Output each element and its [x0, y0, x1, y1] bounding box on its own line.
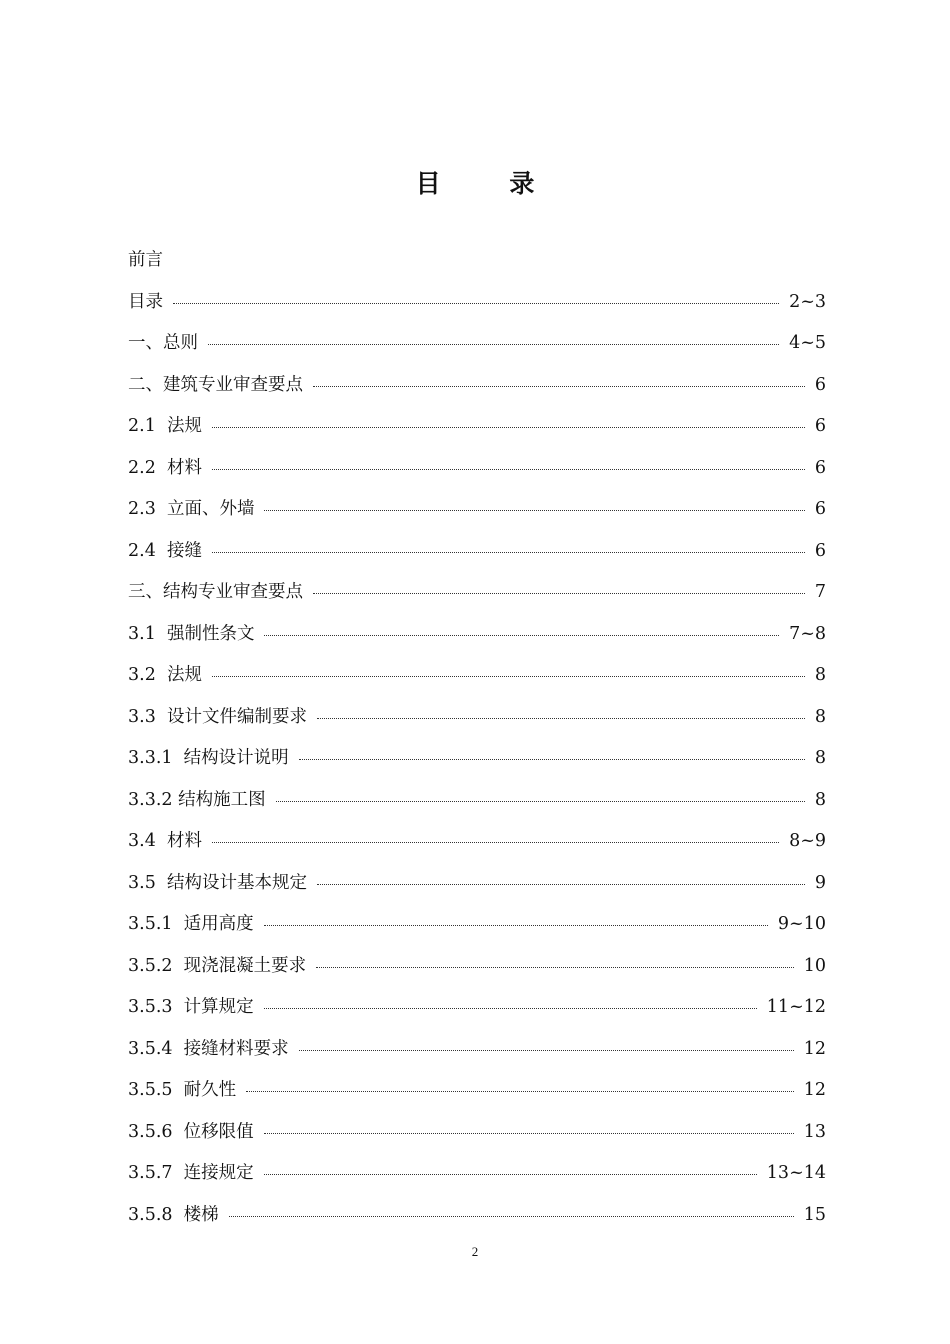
- toc-entry-page: 6: [814, 374, 826, 395]
- toc-entry-page: 2~3: [789, 291, 826, 312]
- toc-entry: [128, 451, 826, 493]
- toc-entry-page: 12: [803, 1038, 826, 1059]
- toc-entry-page: 8: [814, 706, 826, 727]
- toc-entry-page: 7: [814, 582, 826, 602]
- toc-entry-label: 2.2 材料: [128, 457, 202, 478]
- toc-entry-page: 6: [814, 499, 826, 519]
- dot-leader: [264, 1174, 757, 1175]
- toc-title: 目 录: [415, 169, 565, 198]
- toc-entry-label: 3.5.8 楼梯: [128, 1204, 219, 1225]
- dot-leader: [264, 1008, 757, 1009]
- toc-entry-page: 8: [814, 789, 826, 810]
- toc-entry-page: 8: [814, 665, 826, 685]
- toc-entry-label: 2.3 立面、外墙: [128, 499, 255, 519]
- dot-leader: [264, 925, 768, 926]
- page-number: 2: [471, 1244, 479, 1259]
- toc-entry-page: 6: [814, 457, 826, 478]
- toc-entry-label: 3.5.2 现浇混凝土要求: [128, 955, 307, 976]
- toc-entry-label: 3.1 强制性条文: [128, 623, 255, 644]
- toc-entry-label: 3.5.5 耐久性: [128, 1080, 237, 1100]
- toc-entry-label: 3.5.3 计算规定: [128, 997, 254, 1017]
- toc-entry: [128, 866, 826, 908]
- toc-entry: [128, 741, 826, 783]
- dot-leader: [317, 884, 805, 885]
- dot-leader: [212, 469, 805, 470]
- toc-entry-page: 6: [814, 540, 826, 561]
- toc-entry-label: 3.5.7 连接规定: [128, 1163, 254, 1183]
- toc-entry: [128, 949, 826, 991]
- toc-entry-label: 3.5.1 适用高度: [128, 914, 254, 934]
- toc-entry: [128, 907, 826, 949]
- toc-list: [128, 243, 826, 1239]
- dot-leader: [313, 386, 805, 387]
- toc-entry-label: 二、建筑专业审查要点: [128, 374, 303, 395]
- toc-entry-label: 3.5.4 接缝材料要求: [128, 1038, 289, 1059]
- toc-entry: [128, 285, 826, 327]
- toc-entry: [128, 534, 826, 576]
- toc-entry: [128, 1198, 826, 1240]
- toc-entry-page: 4~5: [789, 333, 826, 353]
- toc-entry-label: 3.3.1 结构设计说明: [128, 748, 289, 768]
- toc-entry-label: 三、结构专业审查要点: [128, 582, 303, 602]
- toc-entry: [128, 990, 826, 1032]
- toc-entry: [128, 492, 826, 534]
- dot-leader: [317, 718, 805, 719]
- toc-entry-page: 7~8: [789, 623, 826, 644]
- toc-entry-page: 8: [814, 748, 826, 768]
- toc-entry-label: 3.4 材料: [128, 831, 202, 851]
- toc-entry: [128, 1156, 826, 1198]
- dot-leader: [264, 635, 779, 636]
- dot-leader: [316, 967, 794, 968]
- toc-entry: [128, 1032, 826, 1074]
- dot-leader: [313, 593, 805, 594]
- dot-leader: [299, 759, 805, 760]
- toc-entry: [128, 575, 826, 617]
- toc-entry-label: 2.1 法规: [128, 416, 202, 436]
- toc-entry: [128, 617, 826, 659]
- toc-entry: [128, 326, 826, 368]
- toc-entry: [128, 1115, 826, 1157]
- dot-leader: [264, 510, 804, 511]
- toc-entry-label: 目录: [128, 291, 163, 312]
- dot-leader: [276, 801, 805, 802]
- toc-entry-page: 11~12: [766, 997, 826, 1017]
- toc-entry-page: 15: [803, 1204, 826, 1225]
- toc-entry-page: 6: [814, 416, 826, 436]
- toc-entry-label: 前言: [128, 250, 163, 270]
- toc-entry: [128, 824, 826, 866]
- dot-leader: [173, 303, 779, 304]
- toc-entry-page: 8~9: [789, 831, 826, 851]
- toc-entry-label: 3.5.6 位移限值: [128, 1121, 254, 1142]
- dot-leader: [212, 552, 805, 553]
- dot-leader: [299, 1050, 794, 1051]
- toc-entry-label: 3.5 结构设计基本规定: [128, 872, 307, 893]
- toc-entry: [128, 700, 826, 742]
- toc-entry-page: 13~14: [766, 1163, 826, 1183]
- toc-entry: [128, 783, 826, 825]
- toc-entry: [128, 658, 826, 700]
- toc-entry: [128, 409, 826, 451]
- dot-leader: [212, 427, 805, 428]
- toc-entry: [128, 368, 826, 410]
- toc-entry-page: 9~10: [777, 914, 826, 934]
- dot-leader: [264, 1133, 794, 1134]
- toc-entry-label: 一、总则: [128, 333, 198, 353]
- toc-entry: [128, 1073, 826, 1115]
- dot-leader: [246, 1091, 794, 1092]
- toc-entry-label: 3.2 法规: [128, 665, 202, 685]
- toc-entry-page: 12: [803, 1080, 826, 1100]
- toc-entry-label: 3.3 设计文件编制要求: [128, 706, 307, 727]
- toc-entry-label: 2.4 接缝: [128, 540, 202, 561]
- toc-entry-label: 3.3.2 结构施工图: [128, 789, 266, 810]
- toc-entry-page: 9: [814, 872, 826, 893]
- dot-leader: [229, 1216, 794, 1217]
- dot-leader: [212, 676, 805, 677]
- toc-entry: [128, 243, 826, 285]
- toc-entry-page: 10: [803, 955, 826, 976]
- dot-leader: [208, 344, 779, 345]
- toc-entry-page: 13: [803, 1121, 826, 1142]
- dot-leader: [212, 842, 779, 843]
